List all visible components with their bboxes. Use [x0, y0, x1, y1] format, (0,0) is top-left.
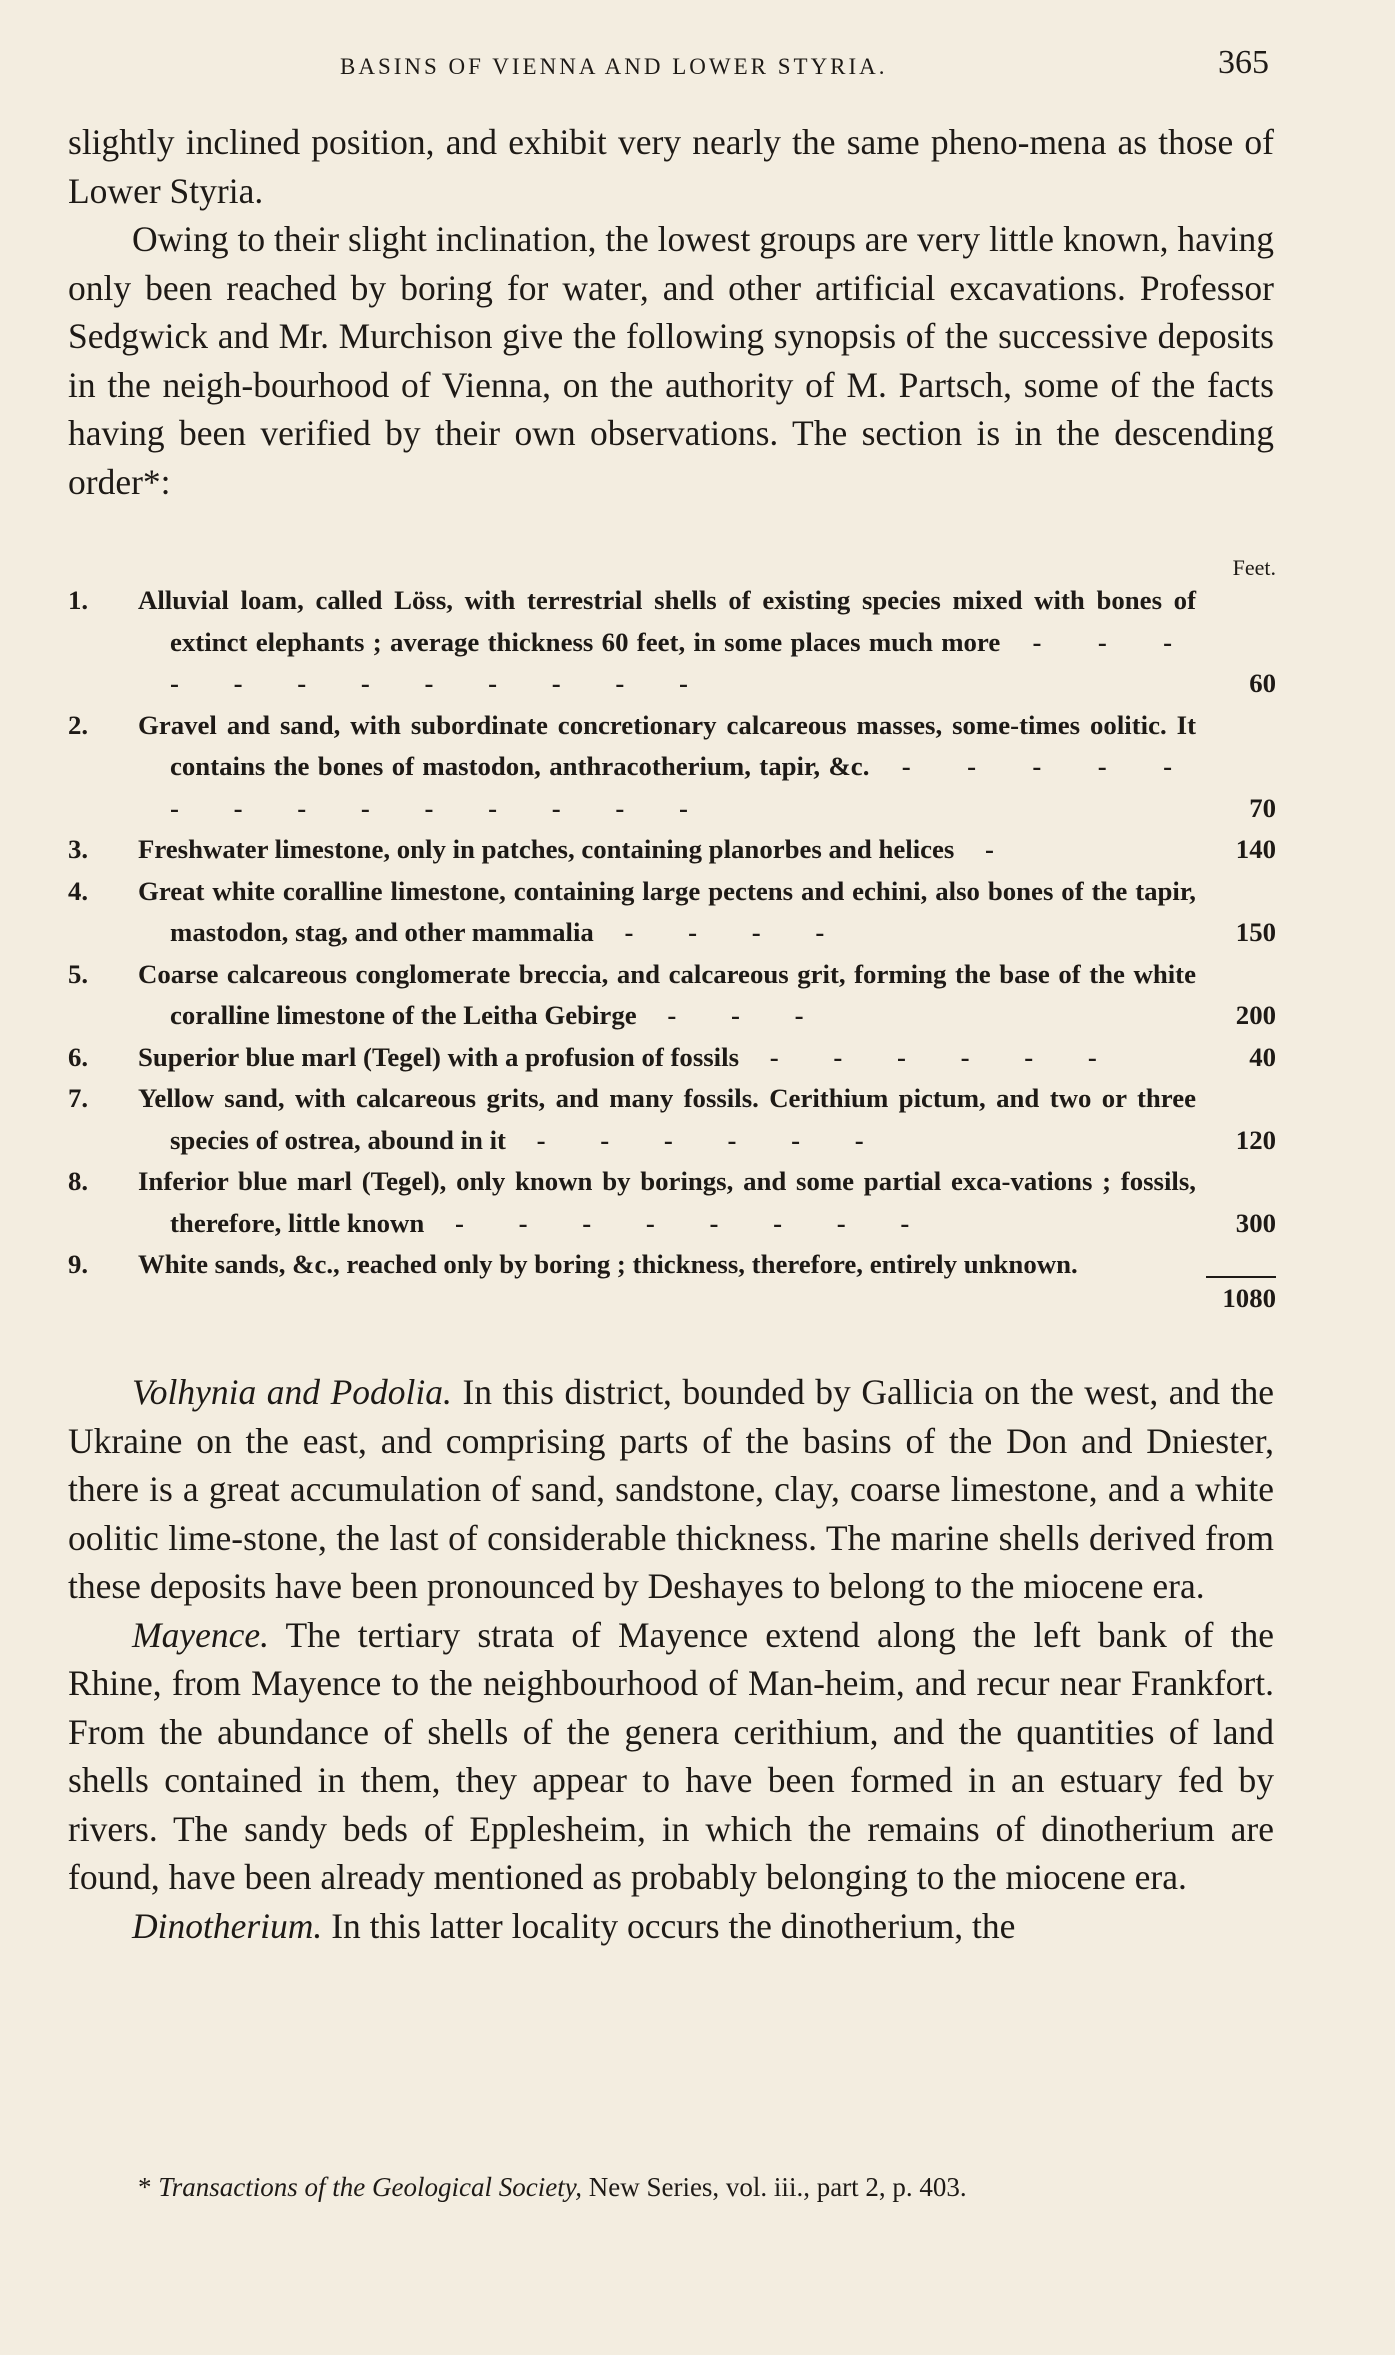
running-head: BASINS OF VIENNA AND LOWER STYRIA. — [340, 54, 888, 79]
row-description: Coarse calcareous conglomerate breccia, and calcareous grit, forming the base of the white coralline limestone of the Leitha Gebirge — [138, 958, 1196, 1030]
intro-text — [68, 118, 1274, 506]
footnote-source: Transactions of the Geological Society, — [158, 2172, 582, 2202]
footnote-detail: New Series, vol. iii., part 2, p. 403. — [588, 2172, 967, 2202]
row-number: 5. — [68, 958, 89, 989]
row-number: 1. — [68, 585, 89, 615]
page-header — [0, 44, 1395, 94]
row-number: 4. — [68, 875, 89, 906]
row-thickness: 70 — [1249, 792, 1276, 823]
page-number: 365 — [1218, 44, 1269, 81]
deposit-row: 1. Alluvial loam, called Löss, with terrestrial shells of existing species mixed with bones of extinct elephants ; average thickness 60 feet, in some places much more - - - - - - - - - - - - 60 — [68, 580, 1276, 705]
mayence-heading: Mayence. — [132, 1614, 269, 1655]
row-thickness: 60 — [1249, 668, 1276, 698]
row-number: 9. — [68, 1249, 89, 1279]
row-thickness: 150 — [1235, 917, 1276, 947]
row-description: Gravel and sand, with subordinate concretionary calcareous masses, some-times oolitic. It contains the bones of mastodon, anthracotherium, tapir, &c. — [138, 709, 1196, 781]
volhynia-heading: Volhynia and Podolia. — [132, 1372, 452, 1412]
row-description: White sands, &c., reached only by boring ; thickness, therefore, entirely unknown. — [138, 1249, 1078, 1279]
row-thickness: 140 — [1235, 834, 1276, 864]
row-number: 2. — [68, 709, 89, 740]
mayence-paragraph — [68, 1611, 1274, 1902]
dinotherium-heading: Dinotherium. — [132, 1905, 323, 1946]
deposit-row: 5. Coarse calcareous conglomerate breccia, and calcareous grit, forming the base of the white coralline limestone of the Leitha Gebirge - - - 200 — [68, 954, 1276, 1037]
row-description: Freshwater limestone, only in patches, containing planorbes and helices — [138, 834, 955, 864]
row-thickness: 200 — [1235, 1000, 1276, 1030]
total-thickness: 1080 — [1222, 1282, 1276, 1313]
row-thickness: 40 — [1249, 1041, 1276, 1072]
row-description: Alluvial loam, called Löss, with terrestrial shells of existing species mixed with bones of extinct elephants ; average thickness 60 feet, in some places much more — [138, 585, 1196, 657]
row-number: 3. — [68, 834, 89, 864]
volhynia-paragraph — [68, 1368, 1274, 1611]
deposit-row: 4. Great white coralline limestone, containing large pectens and echini, also bones of the tapir, mastodon, stag, and other mammalia - - - - 150 — [68, 871, 1276, 954]
deposit-row: 6. Superior blue marl (Tegel) with a profusion of fossils - - - - - - 40 — [68, 1037, 1276, 1079]
footnote — [138, 2169, 1278, 2205]
row-thickness: 120 — [1235, 1124, 1276, 1155]
row-thickness: 300 — [1235, 1207, 1276, 1238]
footnote-marker: * — [138, 2172, 152, 2202]
deposit-row: 7. Yellow sand, with calcareous grits, and many fossils. Cerithium pictum, and two or three species of ostrea, abound in it - - - - - - 120 — [68, 1078, 1276, 1161]
row-description: Inferior blue marl (Tegel), only known by borings, and some partial exca-vations ; fossils, therefore, little known — [138, 1166, 1196, 1238]
dinotherium-text: In this latter locality occurs the dinotherium, the — [331, 1905, 1016, 1946]
main-text — [68, 1368, 1274, 1950]
deposit-row: 2. Gravel and sand, with subordinate concretionary calcareous masses, some-times oolitic. It contains the bones of mastodon, anthracotherium, tapir, &c. - - - - - - - - - - - - - - 70 — [68, 705, 1276, 830]
unit-label: Feet. — [1232, 555, 1276, 580]
row-number: 7. — [68, 1083, 89, 1113]
mayence-text: The tertiary strata of Mayence extend along the left bank of the Rhine, from Mayence to the neighbourhood of Man-heim, and recur near Frankfort. From the abundance of shells of the genera cerithium, and the quantities of land shells contained in them, they appear to have been formed in an estuary fed by rivers. The sandy beds of Epplesheim, in which the remains of dinotherium are found, have been already mentioned as probably belonging to the miocene era. — [68, 1614, 1274, 1897]
row-description: Yellow sand, with calcareous grits, and many fossils. Cerithium pictum, and two or three species of ostrea, abound in it — [138, 1083, 1196, 1155]
deposit-row: 8. Inferior blue marl (Tegel), only known by borings, and some partial exca-vations ; fossils, therefore, little known - - - - - - - - 300 — [68, 1161, 1276, 1244]
row-description: Superior blue marl (Tegel) with a profusion of fossils — [138, 1041, 739, 1072]
dinotherium-paragraph — [68, 1902, 1274, 1951]
intro-paragraph-2: Owing to their slight inclination, the lowest groups are very little known, having only been reached by boring for water, and other artificial excavations. Professor Sedgwick and Mr. Murchison give the following synopsis of the successive deposits in the neigh-bourhood of Vienna, on the authority of M. Partsch, some of the facts having been verified by their own observations. The section is in the descending order*: — [68, 219, 1274, 502]
deposit-section-table — [68, 556, 1276, 1318]
row-description: Great white coralline limestone, containing large pectens and echini, also bones of the tapir, mastodon, stag, and other mammalia — [138, 875, 1196, 947]
deposit-row — [68, 1244, 1276, 1286]
intro-paragraph-1: slightly inclined position, and exhibit very nearly the same pheno-mena as those of Lower Styria. — [68, 122, 1274, 211]
row-number: 6. — [68, 1041, 89, 1072]
deposit-row: 3. Freshwater limestone, only in patches, containing planorbes and helices - 140 — [68, 829, 1276, 871]
volhynia-text: In this district, bounded by Gallicia on the west, and the Ukraine on the east, and comprising parts of the basins of the Don and Dniester, there is a great accumulation of sand, sandstone, clay, coarse limestone, and a white oolitic lime-stone, the last of considerable thickness. The marine shells derived from these deposits have been pronounced by Deshayes to belong to the miocene era. — [68, 1372, 1274, 1606]
row-number: 8. — [68, 1166, 89, 1196]
